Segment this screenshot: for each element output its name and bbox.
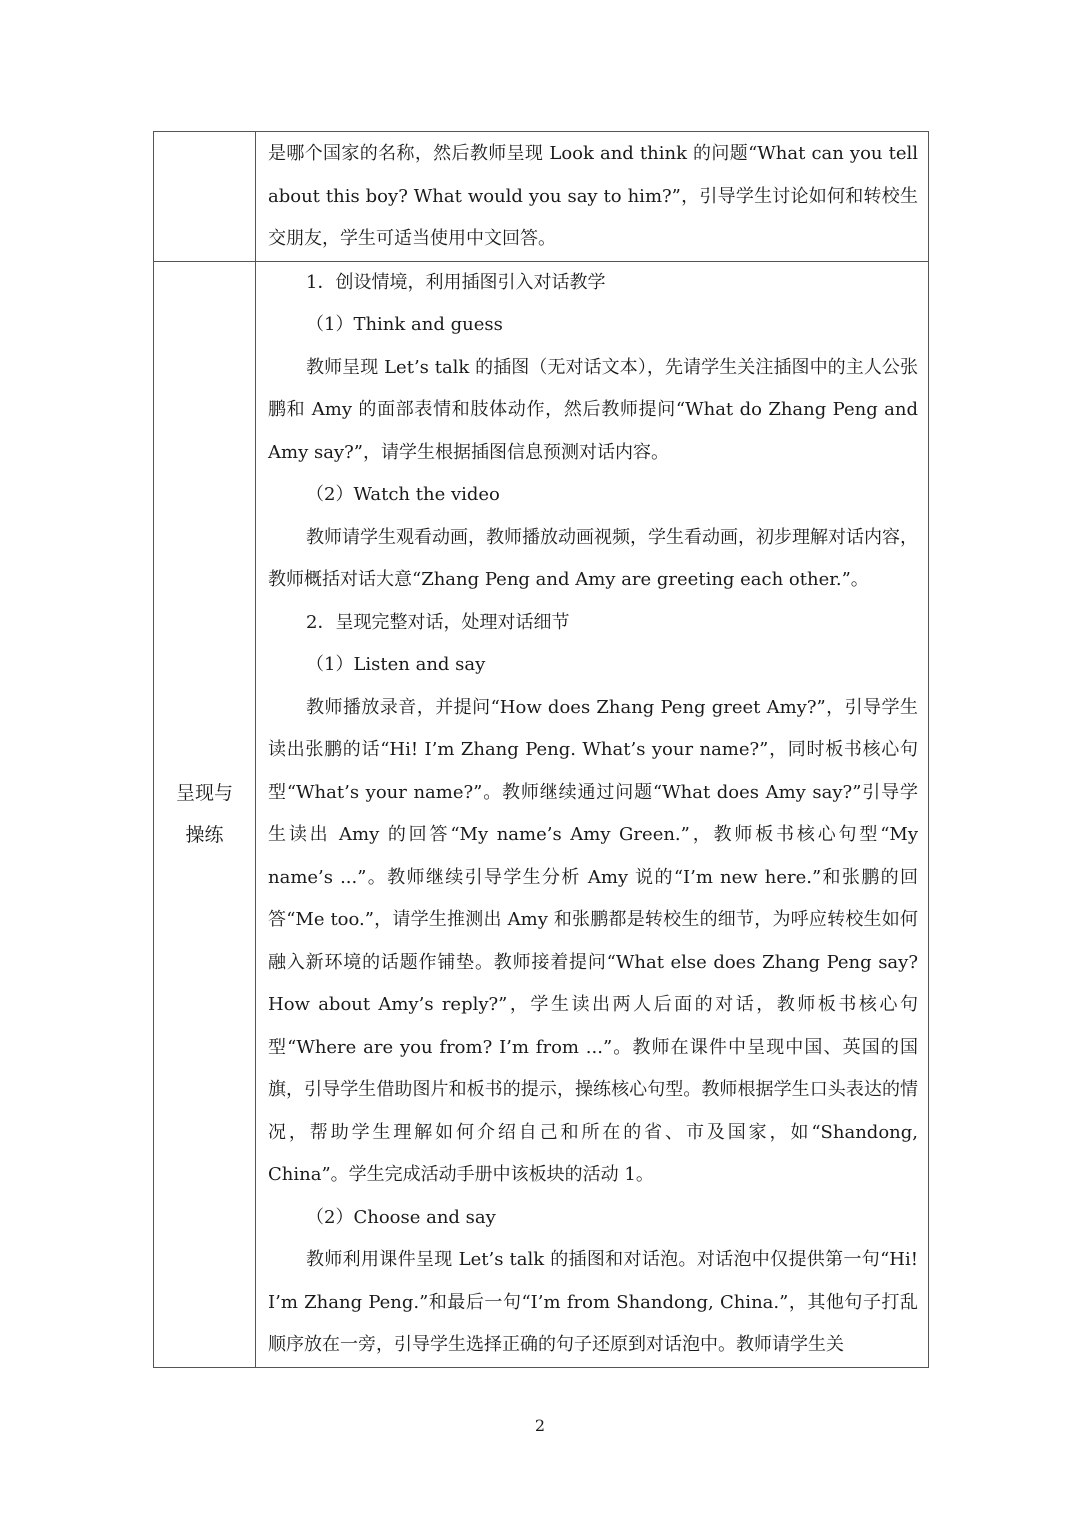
- table-row: [154, 132, 929, 262]
- stage-label-line: 操练: [185, 824, 224, 846]
- step-heading: （2）Watch the video: [306, 484, 500, 505]
- table-row: [154, 261, 929, 1367]
- step-heading: （1）Think and guess: [306, 314, 503, 335]
- page-number: 2: [534, 1416, 546, 1435]
- paragraph: 教师呈现 Let’s talk 的插图（无对话文本），先请学生关注插图中的主人公张鹏和 Amy 的面部表情和肢体动作，然后教师提问“What do Zhang Peng and Amy say?”，请学生根据插图信息预测对话内容。: [268, 356, 918, 463]
- content-block: [268, 262, 918, 1367]
- step-heading: （2）Choose and say: [306, 1206, 496, 1228]
- stage-label-cell: [154, 261, 256, 1367]
- step-heading: （1）Listen and say: [306, 654, 486, 675]
- stage-label-cell: [154, 132, 256, 262]
- lesson-plan-table: [153, 131, 929, 1368]
- paragraph: 教师请学生观看动画，教师播放动画视频，学生看动画，初步理解对话内容，教师概括对话大意“Zhang Peng and Amy are greeting each other.”。: [268, 526, 918, 590]
- paragraph: 教师播放录音，并提问“How does Zhang Peng greet Amy?”，引导学生读出张鹏的话“Hi! I’m Zhang Peng. What’s your name?”，同时板书核心句型“What’s your name?”。教师继续通过问题“What does Amy say?”引导学生读出 Amy 的回答“My name’s Amy Green.”，教师板书核心句型“My name’s ...”。教师继续引导学生分析 Amy 说的“I’m new here.”和张鹏的回答“Me too.”，请学生推测出 Amy 和张鹏都是转校生的细节，为呼应转校生如何融入新环境的话题作铺垫。教师接着提问“What else does Zhang Peng say? How about Amy’s reply?”，学生读出两人后面的对话，教师板书核心句型“Where are you from? I’m from ...”。教师在课件中呈现中国、英国的国旗，引导学生借助图片和板书的提示，操练核心句型。教师根据学生口头表达的情况，帮助学生理解如何介绍自己和所在的省、市及国家，如“Shandong, China”。学生完成活动手册中该板块的活动 1。: [268, 696, 918, 1185]
- section-heading: 2．呈现完整对话，处理对话细节: [306, 611, 570, 633]
- paragraph: 教师利用课件呈现 Let’s talk 的插图和对话泡。对话泡中仅提供第一句“Hi! I’m Zhang Peng.”和最后一句“I’m from Shandong, China.”，其他句子打乱顺序放在一旁，引导学生选择正确的句子还原到对话泡中。教师请学生关: [268, 1249, 918, 1355]
- content-cell: [256, 261, 929, 1367]
- stage-label-line: 呈现与: [175, 782, 233, 804]
- section-heading: 1．创设情境，利用插图引入对话教学: [306, 271, 606, 293]
- paragraph: 是哪个国家的名称，然后教师呈现 Look and think 的问题“What can you tell about this boy? What would you say to him?”，引导学生讨论如何和转校生交朋友，学生可适当使用中文回答。: [268, 143, 918, 249]
- content-cell: [256, 132, 929, 262]
